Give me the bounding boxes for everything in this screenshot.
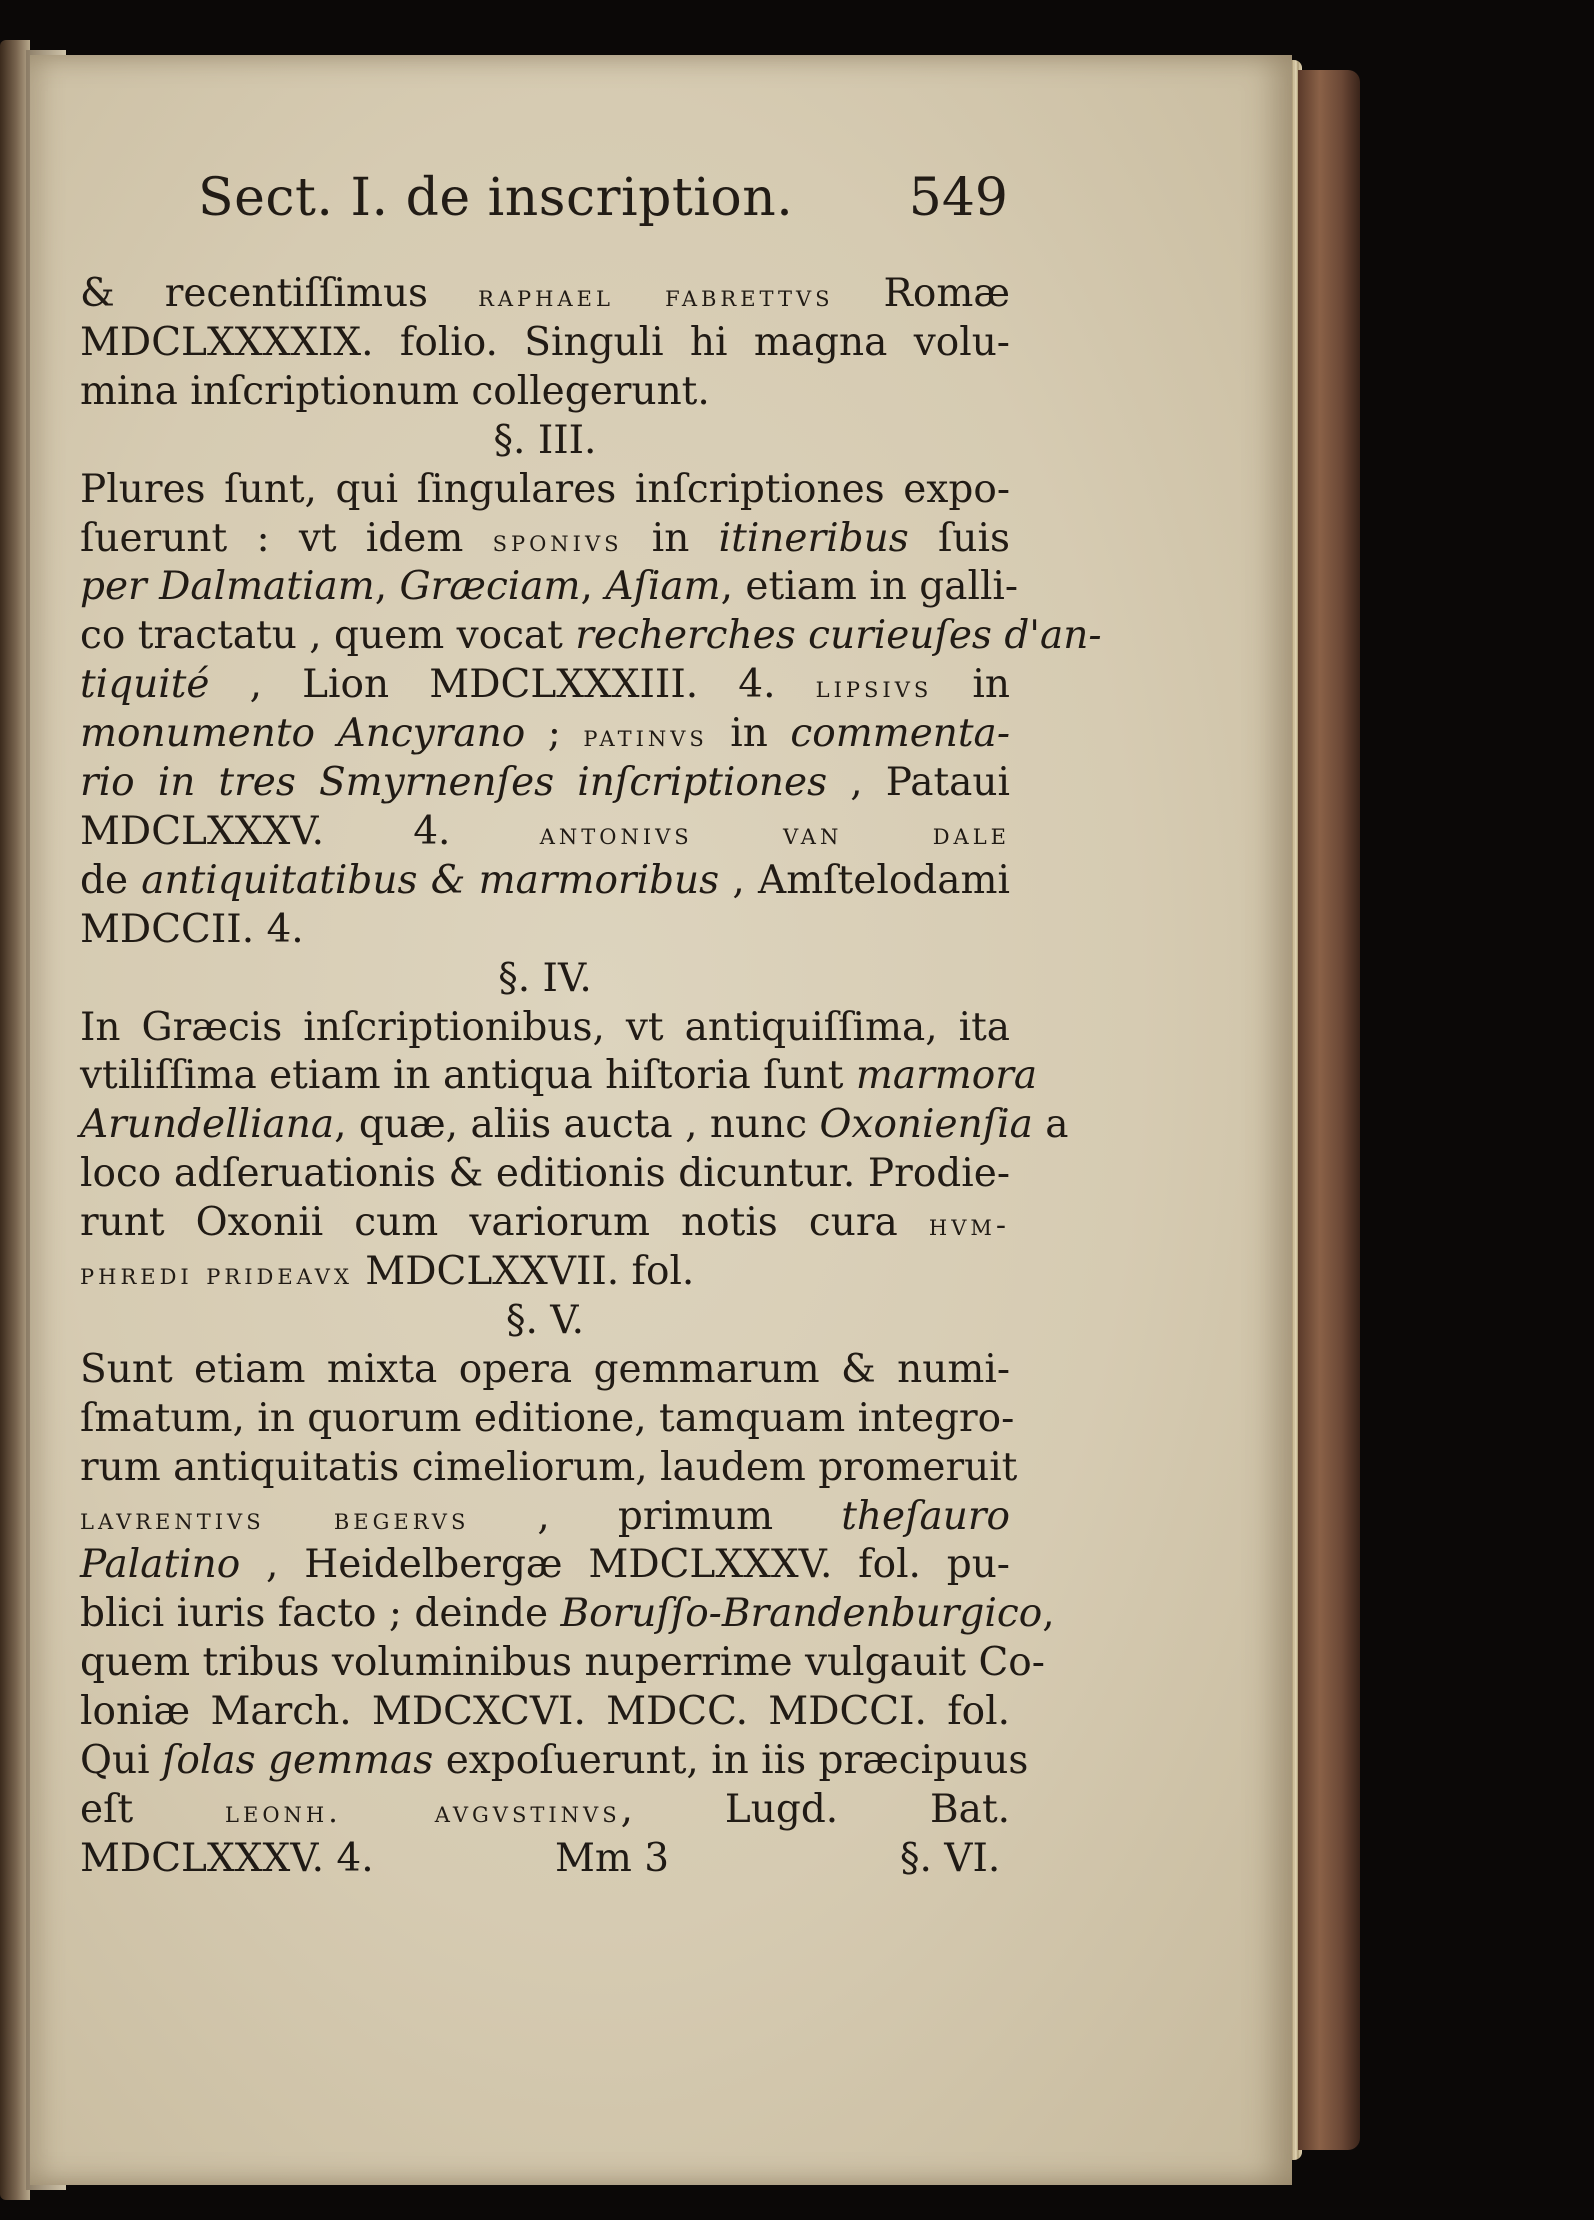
text-run: blici iuris facto ; deinde (80, 1591, 561, 1637)
text-run: , Amſtelodami (719, 857, 1010, 903)
leather-cover (1298, 70, 1360, 2150)
text-run: MDCLXXVII. fol. (352, 1249, 695, 1294)
text-run: , etiam in galli- (720, 564, 1019, 610)
text-line: Sunt etiam mixta opera gemmarum & numi- (80, 1346, 1010, 1392)
text-run: , quæ, aliis aucta , nunc (334, 1102, 820, 1148)
text-run: ſuis (908, 515, 1011, 561)
text-run: MDCLXXXV. 4. (80, 808, 540, 854)
text-line: loco adſeruationis & editionis dicuntur. Prodie- (80, 1151, 1010, 1197)
italic-text: rio in tres Smyrnenſes inſcriptiones (80, 760, 828, 805)
italic-text: monumento Ancyrano (80, 711, 526, 757)
text-line (80, 1248, 1010, 1296)
text-run: ſuerunt : vt idem (80, 515, 493, 561)
text-line (80, 857, 1010, 905)
text-run: , primum (469, 1493, 842, 1539)
italic-text: Palatino (80, 1542, 241, 1588)
text-line (80, 270, 1010, 318)
text-line: MDCCII. 4. (80, 906, 304, 952)
footer-line (80, 1835, 1010, 1883)
text-line (80, 1541, 1010, 1589)
signature-mark: Mm 3 (555, 1835, 670, 1881)
text-line (80, 1101, 1069, 1149)
text-run: , (580, 564, 606, 610)
text-run: , Pataui (827, 760, 1010, 805)
small-caps-name: lavrentivs begervs (80, 1501, 470, 1537)
text-run: in (622, 515, 719, 561)
section-heading: §. IV. (498, 955, 592, 1001)
running-head-title: Sect. I. de inscription. (198, 168, 794, 228)
text-run: & recentiſſimus (80, 271, 479, 316)
italic-text: theſauro (841, 1493, 1010, 1539)
text-line: MDCLXXXXIX. folio. Singuli hi magna volu- (80, 319, 1010, 365)
text-run: de (80, 857, 142, 903)
italic-text: recherches curieuſes d'an- (575, 613, 1102, 659)
text-line (80, 759, 1010, 807)
section-heading: §. III. (493, 417, 597, 463)
italic-text: Græciam (399, 564, 581, 610)
text-run: in (707, 711, 791, 757)
text-line (80, 1199, 1010, 1247)
section-heading: §. V. (505, 1297, 585, 1343)
small-caps-name: lipsivs (815, 670, 933, 706)
italic-text: tiquité (80, 662, 210, 708)
small-caps-name: hvm- (928, 1208, 1010, 1244)
small-caps-name: sponivs (492, 523, 623, 559)
text-line: In Græcis inſcriptionibus, vt antiquiſſima, ita (80, 1004, 1010, 1050)
text-line (80, 1052, 1038, 1100)
text-line (80, 563, 1019, 611)
small-caps-name: antonivs van dale (539, 816, 1010, 852)
text-run: expoſuerunt, in iis præcipuus (433, 1738, 1029, 1783)
text-run: , Lion MDCLXXXIII. 4. (209, 662, 816, 708)
italic-text: itineribus (718, 515, 909, 561)
italic-text: Boruſſo-Brandenburgico (560, 1591, 1043, 1637)
text-line (80, 1737, 1029, 1785)
text-run: Qui (80, 1738, 162, 1783)
text-line (80, 1590, 1055, 1638)
text-run: a (1032, 1102, 1069, 1148)
text-run: runt Oxonii cum variorum notis cura (80, 1200, 929, 1246)
italic-text: Oxonienſia (819, 1102, 1033, 1148)
page-number: 549 (908, 168, 1008, 228)
text-run: co tractatu , quem vocat (80, 613, 576, 659)
small-caps-name: leonh. avgvstinvs (225, 1794, 621, 1830)
small-caps-name: patinvs (583, 719, 708, 755)
text-line (80, 1493, 1010, 1541)
small-caps-name: phredi prideavx (80, 1257, 353, 1292)
text-run: , (1042, 1591, 1055, 1637)
small-caps-name: raphael fabrettvs (478, 279, 834, 314)
italic-text: antiquitatibus & marmoribus (141, 857, 720, 903)
text-line: rum antiquitatis cimeliorum, laudem promeruit (80, 1444, 1018, 1490)
text-line (80, 515, 1010, 563)
italic-text: Aſiam (605, 564, 721, 610)
text-run: , (374, 564, 400, 610)
text-run: in (932, 662, 1010, 708)
text-run: , Heidelbergæ MDCLXXXV. fol. pu- (240, 1542, 1010, 1588)
text-line: loniæ March. MDCXCVI. MDCC. MDCCI. fol. (80, 1689, 1010, 1735)
running-head (198, 168, 1008, 238)
italic-text: marmora (855, 1053, 1038, 1099)
text-line: Plures ſunt, qui ſingulares inſcriptiones expo- (80, 466, 1010, 512)
text-line (80, 1786, 1010, 1834)
footer-year: MDCLXXXV. 4. (80, 1835, 374, 1881)
text-line (80, 710, 1010, 758)
italic-text: ſolas gemmas (161, 1738, 434, 1783)
text-line (80, 612, 1102, 660)
text-line: mina inſcriptionum collegerunt. (80, 368, 710, 414)
text-run: eſt (80, 1786, 226, 1832)
text-run: ; (525, 711, 584, 757)
text-run: , Lugd. Bat. (620, 1786, 1011, 1832)
catchword: §. VI. (900, 1835, 1001, 1881)
italic-text: Arundelliana (80, 1102, 335, 1148)
text-line: ſmatum, in quorum editione, tamquam integro- (80, 1395, 1015, 1441)
italic-text: per Dalmatiam (80, 564, 375, 610)
text-line: quem tribus voluminibus nuperrime vulgauit Co- (80, 1640, 1045, 1686)
text-line (80, 661, 1010, 709)
text-run: vtiliſſima etiam in antiqua hiſtoria ſunt (80, 1053, 856, 1099)
text-run: Romæ (833, 271, 1010, 316)
text-line (80, 808, 1010, 856)
italic-text: commenta- (790, 711, 1010, 757)
